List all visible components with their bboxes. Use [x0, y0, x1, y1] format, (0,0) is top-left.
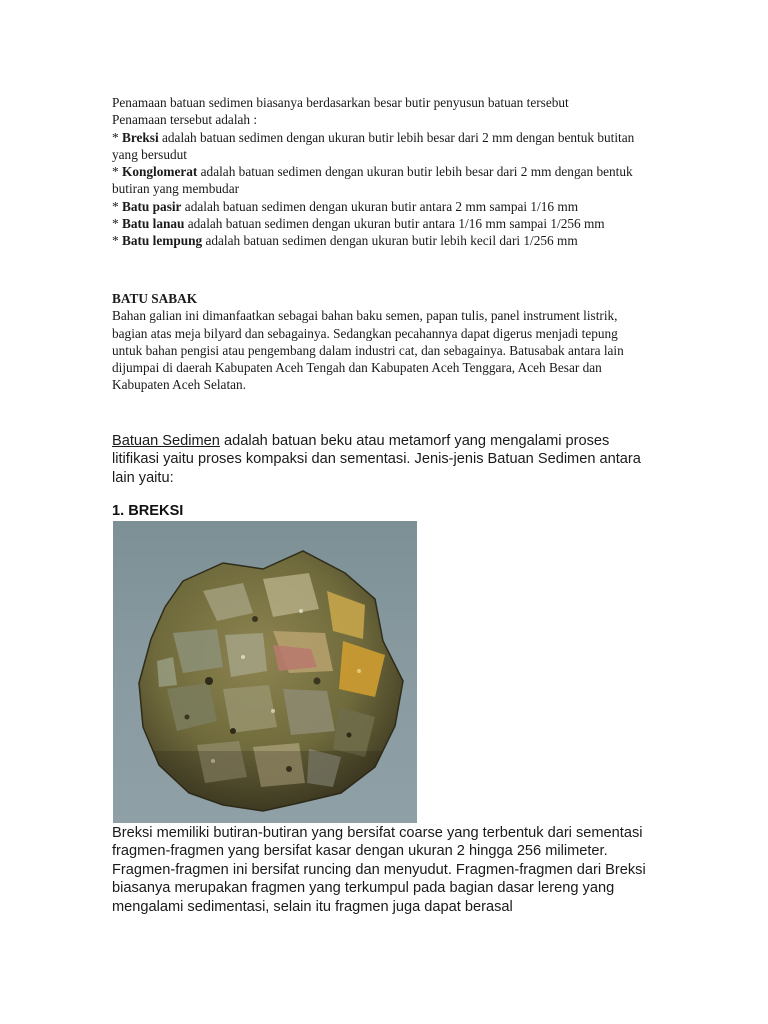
sedimen-intro [112, 432, 652, 487]
list-item-term: Batu lanau [121, 216, 185, 232]
list-item-term: Konglomerat [121, 164, 198, 180]
breksi-rock-illustration [113, 521, 417, 823]
section-heading: BATU SABAK [112, 291, 198, 306]
batu-sabak-section [112, 290, 647, 394]
intro-paragraph [112, 432, 652, 487]
list-item-breksi: * Breksi adalah batuan sedimen dengan ukuran butir lebih besar dari 2 mm dengan bentuk butitan yang bersudut [112, 129, 635, 162]
intro-text: adalah batuan beku atau metamorf yang mengalami proses litifikasi yaitu proses kompaksi dan sementasi. Jenis-jenis Batuan Sedimen antara lain yaitu: [112, 433, 641, 486]
batuan-sedimen-link[interactable]: Batuan Sedimen [112, 433, 220, 449]
list-item-konglomerat: * Konglomerat adalah batuan sedimen dengan ukuran butir lebih besar dari 2 mm dengan bentuk butiran yang membudar [112, 164, 633, 197]
breksi-description-text: Breksi memiliki butiran-butiran yang bersifat coarse yang terbentuk dari sementasi fragmen-fragmen yang bersifat kasar dengan ukuran 2 hingga 256 milimeter. Fragmen-fragmen ini bersifat runcing dan menyudut. Fragmen-fragmen dari Breksi biasanya merupakan fragmen yang terkumpul pada bagian dasar lereng yang mengalami sedimentasi, selain itu fragmen juga dapat berasal [112, 825, 646, 915]
list-item-batu-lempung: * Batu lempung adalah batuan sedimen dengan ukuran butir lebih kecil dari 1/256 mm [112, 233, 578, 249]
list-item-desc: adalah batuan sedimen dengan ukuran butir antara 1/16 mm sampai 1/256 mm [184, 216, 605, 232]
list-intro-line-2: Penamaan tersebut adalah : [112, 112, 258, 128]
breksi-photo [113, 521, 417, 823]
list-intro-line-1: Penamaan batuan sedimen biasanya berdasarkan besar butir penyusun batuan tersebut [112, 95, 569, 110]
section-body: Bahan galian ini dimanfaatkan sebagai bahan baku semen, papan tulis, panel instrument listrik, bagian atas meja bilyard dan sebagainya. Sedangkan pecahannya dapat digerus menjadi tepung untuk bahan pengisi atau pengembang dalam industri cat, dan sebagainya. Batusabak antara lain dijumpai di daerah Kabupaten Aceh Tengah dan Kabupaten Aceh Tenggara, Aceh Besar dan Kabupaten Aceh Selatan. [112, 308, 624, 393]
list-item-term: Batu lempung [121, 233, 203, 249]
list-item-desc: adalah batuan sedimen dengan ukuran butir lebih besar dari 2 mm dengan bentuk butiran yang membudar [112, 164, 633, 197]
list-item-batu-pasir: * Batu pasir adalah batuan sedimen dengan ukuran butir antara 2 mm sampai 1/16 mm [112, 198, 579, 214]
breksi-heading: 1. BREKSI [112, 503, 184, 519]
list-item-desc: adalah batuan sedimen dengan ukuran butir lebih kecil dari 1/256 mm [202, 233, 578, 249]
grain-size-list [112, 94, 647, 250]
list-item-term: Breksi [121, 129, 159, 145]
list-item-term: Batu pasir [121, 198, 182, 214]
list-item-batu-lanau: * Batu lanau adalah batuan sedimen dengan ukuran butir antara 1/16 mm sampai 1/256 mm [112, 216, 605, 232]
list-item-desc: adalah batuan sedimen dengan ukuran butir lebih besar dari 2 mm dengan bentuk butitan yang bersudut [112, 129, 635, 162]
list-item-desc: adalah batuan sedimen dengan ukuran butir antara 2 mm sampai 1/16 mm [181, 198, 579, 214]
breksi-description [112, 824, 652, 916]
